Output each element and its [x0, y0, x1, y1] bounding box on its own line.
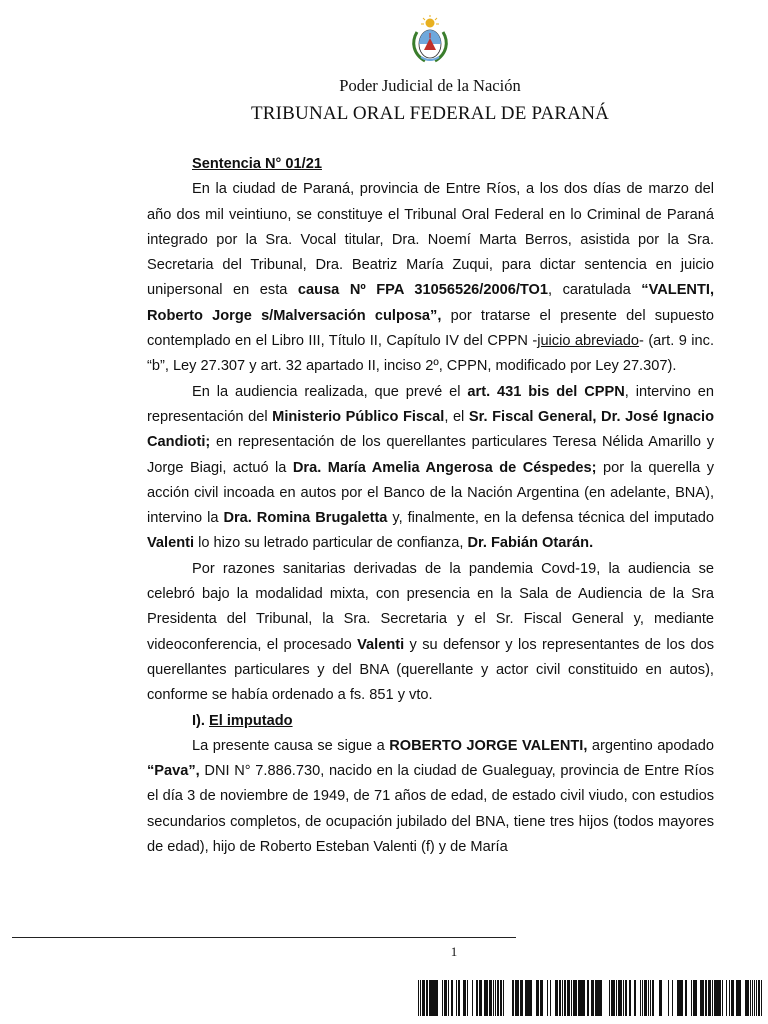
header-tribunal: TRIBUNAL ORAL FEDERAL DE PARANÁ — [250, 103, 610, 124]
footer-divider — [12, 937, 516, 938]
section-heading-imputado: I). El imputado — [192, 712, 293, 729]
page-number: 1 — [450, 944, 458, 959]
paragraph-hearing: En la audiencia realizada, que prevé el art. 431 bis del CPPN, intervino en representación del Ministerio Público Fiscal, el Sr. Fiscal General, Dr. José Ignacio Candioti; en representación de los querellantes particulares Teresa Nélida Amarillo y Jorge Biagi, actuó la Dra. María Amelia Angerosa de Céspedes; por la querella y acción civil incoada en autos por el Banco de la Nación Argentina (en adelante, BNA), intervino la Dra. Romina Brugaletta y, finalmente, en la defensa técnica del imputado Valenti lo hizo su letrado particular de confianza, Dr. Fabián Otarán. — [147, 383, 714, 552]
coat-of-arms-icon — [409, 14, 451, 64]
barcode-icon — [418, 980, 762, 1016]
sentence-title: Sentencia N° 01/21 — [192, 156, 322, 172]
paragraph-constitution: En la ciudad de Paraná, provincia de Entre Ríos, a los dos días de marzo del año dos mil veintiuno, se constituye el Tribunal Oral Federal en lo Criminal de Paraná integrado por la Sra. Vocal titular, Dra. Noemí Marta Berros, asistida por la Sra. Secretaria del Tribunal, Dra. Beatriz María Zuqui, para dictar sentencia en juicio unipersonal en esta causa Nº FPA 31056526/2006/TO1, caratulada “VALENTI, Roberto Jorge s/Malversación culposa”, por tratarse el presente del supuesto contemplado en el Libro III, Título II, Capítulo IV del CPPN -juicio abreviado- (art. 9 inc. “b”, Ley 27.307 y art. 32 apartado II, inciso 2º, CPPN, modificado por Ley 27.307). — [147, 181, 714, 375]
document-body — [147, 152, 714, 860]
paragraph-modality: Por razones sanitarias derivadas de la pandemia Covd-19, la audiencia se celebró bajo la modalidad mixta, con presencia en la Sala de Audiencia de la Sra Presidenta del Tribunal, la Sra. Secretaria y el Sr. Fiscal General y, mediante videoconferencia, el procesado Valenti y su defensor y los representantes de los dos querellantes particulares y del BNA (querellante y actor civil constituido en autos), conforme se había ordenado a fs. 851 y vto. — [147, 560, 714, 704]
paragraph-imputado: La presente causa se sigue a ROBERTO JORGE VALENTI, argentino apodado “Pava”, DNI N° 7.886.730, nacido en la ciudad de Gualeguay, provincia de Entre Ríos el día 3 de noviembre de 1949, de 71 años de edad, de estado civil viudo, con estudios secundarios completos, de ocupación jubilado del BNA, tiene tres hijos (todos mayores de edad), hijo de Roberto Esteban Valenti (f) y de María — [147, 737, 715, 856]
header-institution: Poder Judicial de la Nación — [339, 76, 521, 95]
